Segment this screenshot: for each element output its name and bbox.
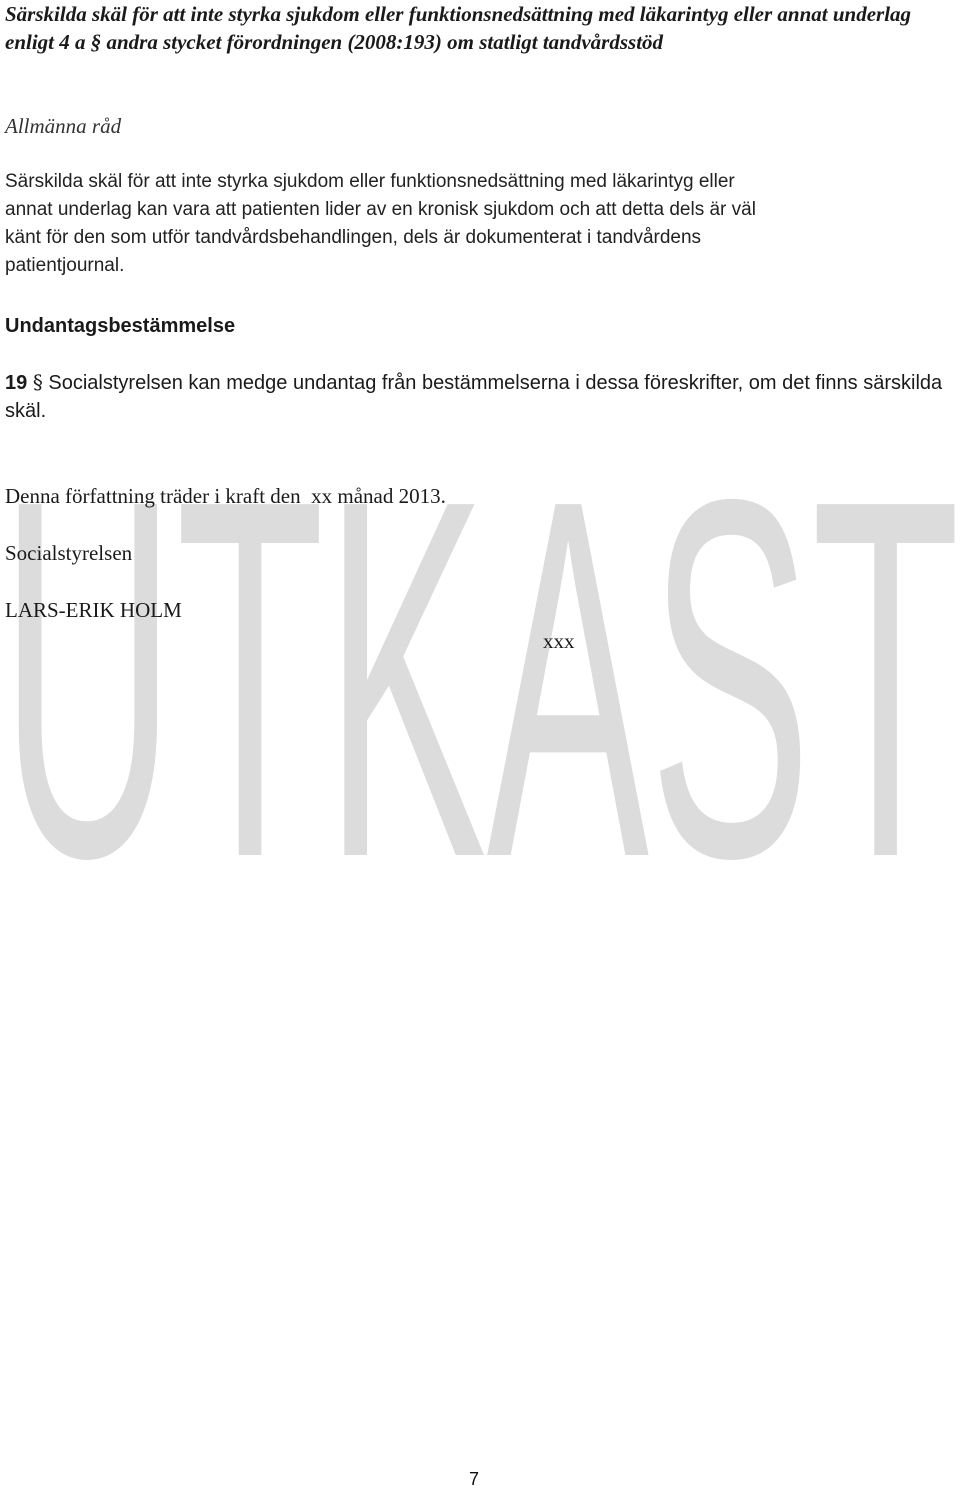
co-signer-placeholder: xxx [543, 629, 575, 653]
section-sign: § [32, 370, 43, 394]
paragraph-number: 19 [5, 372, 28, 394]
page-number: 7 [468, 1469, 479, 1489]
exception-paragraph [5, 368, 945, 425]
general-advice-label: Allmänna råd [5, 114, 122, 138]
exception-text: Socialstyrelsen kan medge undantag från bestämmelserna i dessa föreskrifter, om det finns särskilda skäl. [5, 372, 943, 422]
general-advice-text: Särskilda skäl för att inte styrka sjukdom eller funktionsnedsättning med läkarintyg eller annat underlag kan vara att patienten lider av en kronisk sjukdom och att detta dels är väl känt för den som utför tandvårdsbehandlingen, dels är dokumenterat i tandvårdens patientjournal. [5, 171, 756, 276]
effective-date-text: Denna författning träder i kraft den xx månad 2013. [5, 484, 446, 508]
draft-watermark [0, 470, 960, 870]
watermark-text: UTKAST [0, 470, 960, 870]
organization-name: Socialstyrelsen [5, 541, 133, 565]
signer-name: LARS-ERIK HOLM [5, 598, 182, 622]
section-heading: Särskilda skäl för att inte styrka sjukdom eller funktionsnedsättning med läkarintyg eller annat underlag enligt 4 a § andra stycket förordningen (2008:193) om statligt tandvårdsstöd [5, 2, 912, 54]
exception-title: Undantagsbestämmelse [5, 315, 236, 337]
